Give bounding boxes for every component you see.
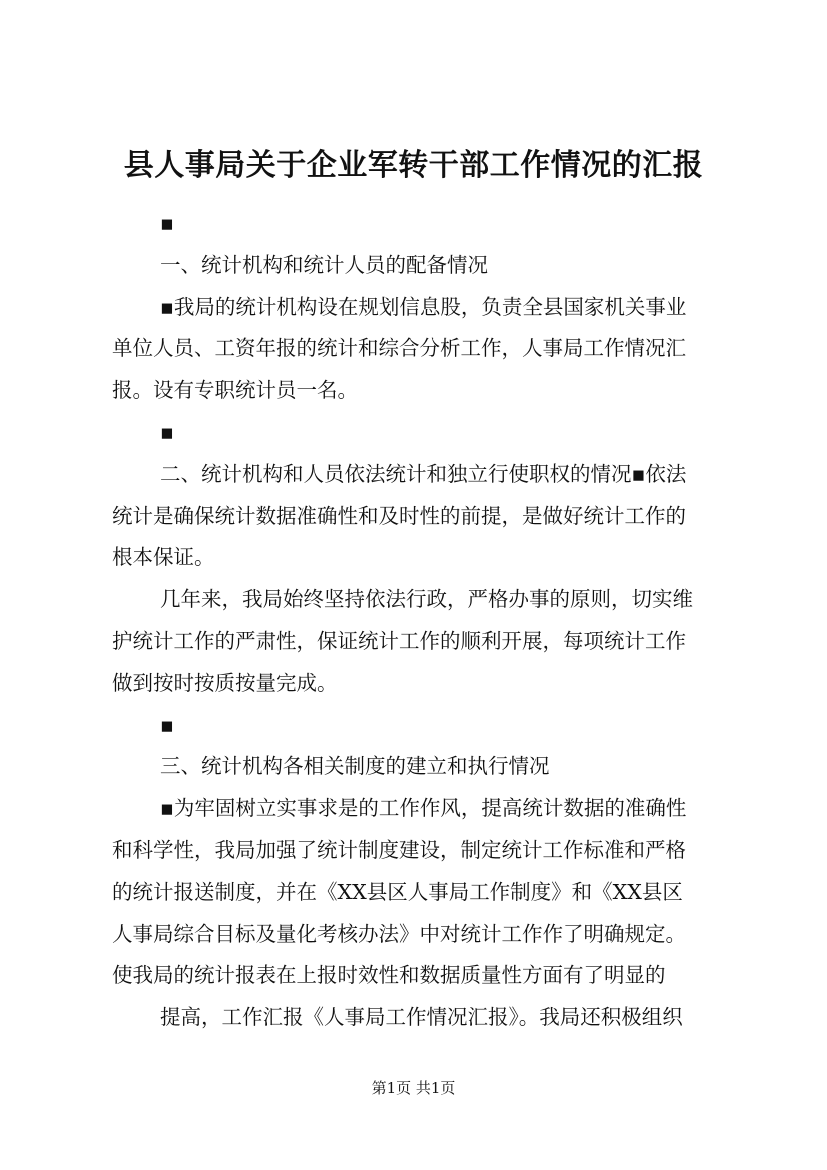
bullet-line: ▪ xyxy=(160,211,174,235)
bullet-line: ▪ xyxy=(160,712,174,737)
section-heading-1: 一、统计机构和统计人员的配备情况 xyxy=(160,252,488,277)
paragraph-line: 人事局综合目标及量化考核办法》中对统计工作作了明确规定。 xyxy=(112,921,686,946)
paragraph-line: 统计是确保统计数据准确性和及时性的前提，是做好统计工作的 xyxy=(112,503,686,528)
paragraph-line: 使我局的统计报表在上报时效性和数据质量性方面有了明显的 xyxy=(112,963,666,988)
section-heading-3: 三、统计机构各相关制度的建立和执行情况 xyxy=(160,754,550,779)
document-body xyxy=(112,203,742,1039)
document-title: 县人事局关于企业军转干部工作情况的汇报 xyxy=(123,148,704,183)
paragraph-line: 做到按时按质按量完成。 xyxy=(112,670,338,695)
paragraph-line: 单位人员、工资年报的统计和综合分析工作，人事局工作情况汇 xyxy=(112,336,686,361)
paragraph-line: ▪我局的统计机构设在规划信息股，负责全县国家机关事业 xyxy=(160,294,687,319)
paragraph-line: 和科学性，我局加强了统计制度建设，制定统计工作标准和严格 xyxy=(112,837,686,862)
page-number-footer: 第1页 共1页 xyxy=(371,1079,456,1097)
paragraph-line: 提高，工作汇报《人事局工作情况汇报》。我局还积极组织 xyxy=(160,1005,683,1030)
paragraph-line: 根本保证。 xyxy=(112,545,215,570)
bullet-line: ▪ xyxy=(160,419,174,444)
paragraph-line: 的统计报送制度，并在《XX县区人事局工作制度》和《XX县区 xyxy=(112,879,683,904)
section-heading-2: 二、统计机构和人员依法统计和独立行使职权的情况▪依法 xyxy=(160,461,687,486)
paragraph-line: ▪为牢固树立实事求是的工作作风，提高统计数据的准确性 xyxy=(160,796,687,821)
paragraph-line: 护统计工作的严肃性，保证统计工作的顺利开展，每项统计工作 xyxy=(112,628,686,653)
paragraph-line: 几年来，我局始终坚持依法行政，严格办事的原则，切实维 xyxy=(160,587,693,612)
paragraph-line: 报。设有专职统计员一名。 xyxy=(112,378,358,403)
